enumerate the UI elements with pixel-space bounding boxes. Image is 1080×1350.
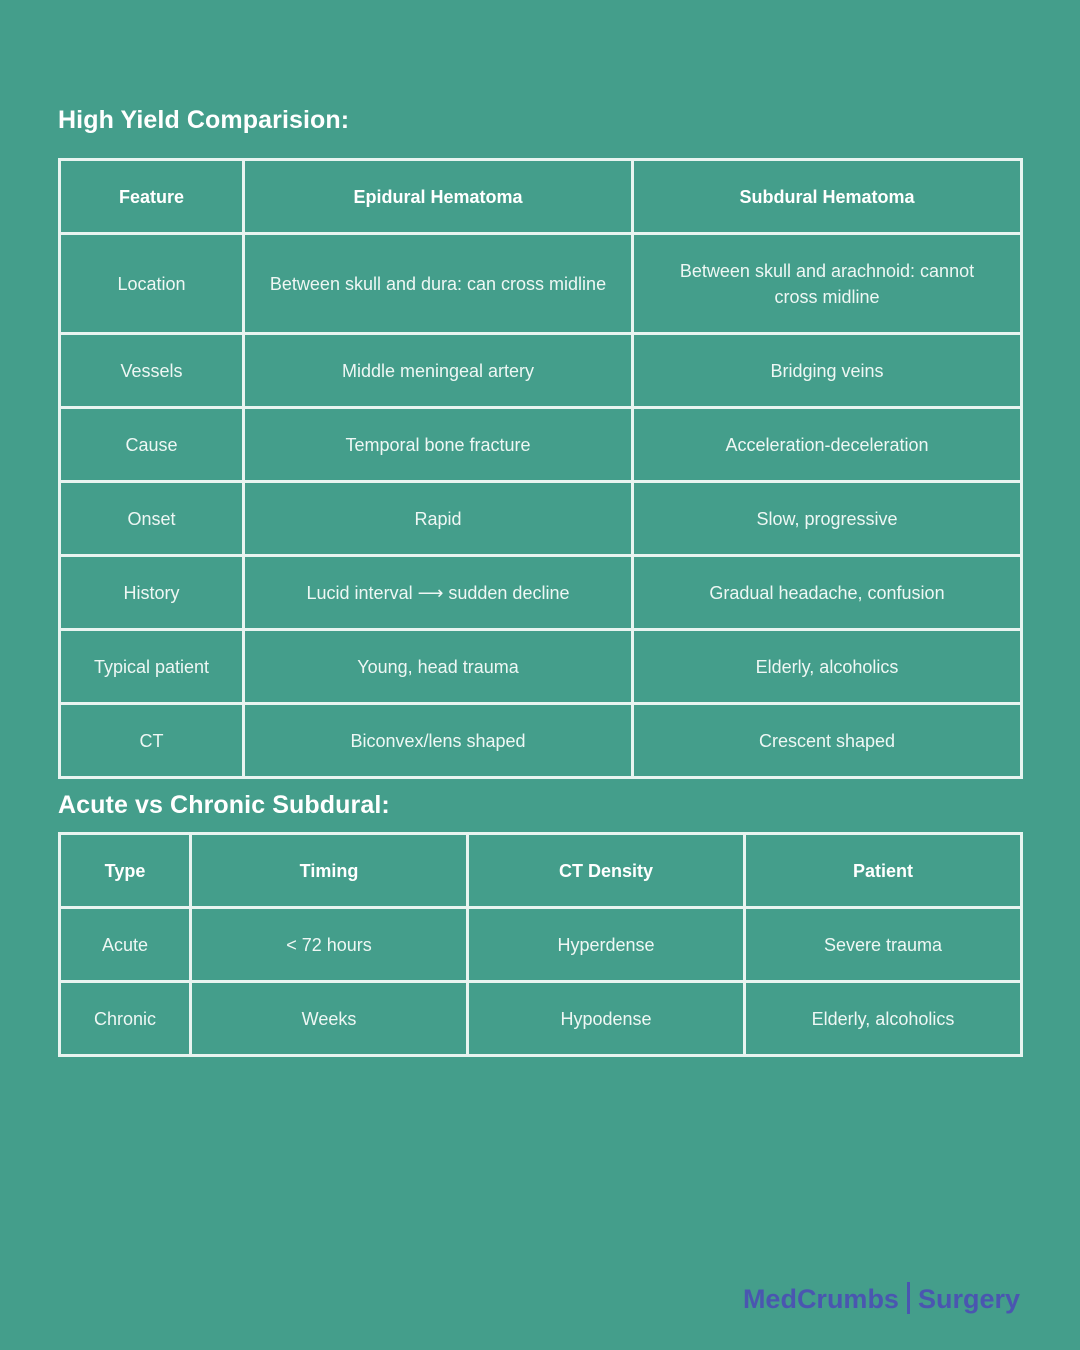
row-label: Cause xyxy=(60,408,244,482)
brand-name: MedCrumbs xyxy=(742,1284,899,1314)
type-cell: Chronic xyxy=(60,982,191,1056)
table-header-row xyxy=(60,834,1022,908)
type-cell: Acute xyxy=(60,908,191,982)
patient-cell: Elderly, alcoholics xyxy=(745,982,1022,1056)
epidural-cell: Middle meningeal artery xyxy=(244,334,633,408)
table-row xyxy=(60,408,1022,482)
brand-footer xyxy=(743,1282,1020,1315)
epidural-cell: Between skull and dura: can cross midline xyxy=(244,234,633,334)
timing-cell: Weeks xyxy=(191,982,468,1056)
ct-density-cell: Hypodense xyxy=(468,982,745,1056)
row-label: Typical patient xyxy=(60,630,244,704)
epidural-cell: Lucid interval ⟶ sudden decline xyxy=(244,556,633,630)
row-label: CT xyxy=(60,704,244,778)
table-row xyxy=(60,908,1022,982)
subdural-table xyxy=(58,832,1023,1057)
subdural-cell: Crescent shaped xyxy=(633,704,1022,778)
subdural-title: Acute vs Chronic Subdural: xyxy=(58,791,390,819)
timing-cell: < 72 hours xyxy=(191,908,468,982)
header-epidural: Epidural Hematoma xyxy=(244,160,633,234)
comparison-table xyxy=(58,158,1023,779)
table-row xyxy=(60,234,1022,334)
header-ct-density: CT Density xyxy=(468,834,745,908)
subdural-cell: Acceleration-deceleration xyxy=(633,408,1022,482)
table-row xyxy=(60,334,1022,408)
subdural-cell: Between skull and arachnoid: cannot cross midline xyxy=(633,234,1022,334)
comparison-title: High Yield Comparision: xyxy=(58,106,350,134)
epidural-cell: Biconvex/lens shaped xyxy=(244,704,633,778)
table-row xyxy=(60,982,1022,1056)
header-feature: Feature xyxy=(60,160,244,234)
header-timing: Timing xyxy=(191,834,468,908)
table-row xyxy=(60,704,1022,778)
table-header-row xyxy=(60,160,1022,234)
epidural-cell: Temporal bone fracture xyxy=(244,408,633,482)
brand-divider xyxy=(907,1282,910,1314)
patient-cell: Severe trauma xyxy=(745,908,1022,982)
row-label: History xyxy=(60,556,244,630)
brand-section: Surgery xyxy=(917,1284,1020,1314)
table-row xyxy=(60,556,1022,630)
header-type: Type xyxy=(60,834,191,908)
header-patient: Patient xyxy=(745,834,1022,908)
subdural-cell: Bridging veins xyxy=(633,334,1022,408)
subdural-cell: Elderly, alcoholics xyxy=(633,630,1022,704)
header-subdural: Subdural Hematoma xyxy=(633,160,1022,234)
row-label: Location xyxy=(60,234,244,334)
epidural-cell: Young, head trauma xyxy=(244,630,633,704)
table-row xyxy=(60,630,1022,704)
subdural-cell: Slow, progressive xyxy=(633,482,1022,556)
row-label: Onset xyxy=(60,482,244,556)
row-label: Vessels xyxy=(60,334,244,408)
epidural-cell: Rapid xyxy=(244,482,633,556)
table-row xyxy=(60,482,1022,556)
subdural-cell: Gradual headache, confusion xyxy=(633,556,1022,630)
ct-density-cell: Hyperdense xyxy=(468,908,745,982)
